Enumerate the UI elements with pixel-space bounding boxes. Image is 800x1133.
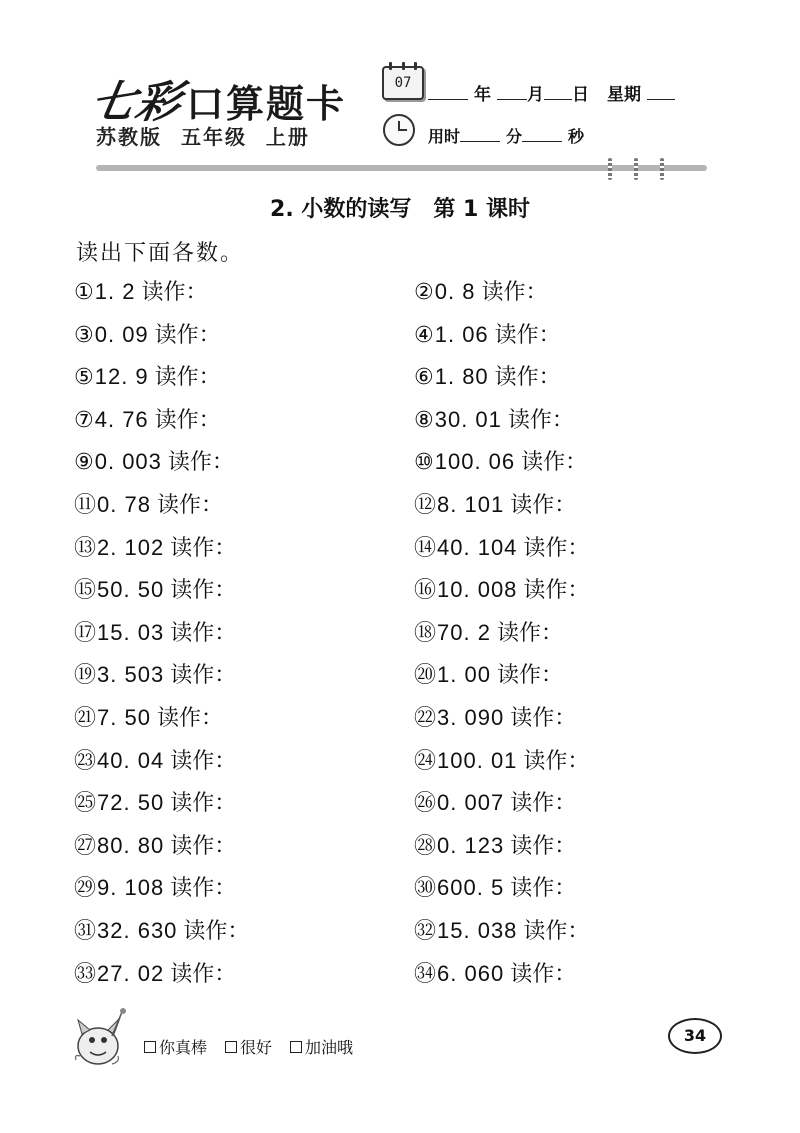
read-as-label: 读作： bbox=[170, 578, 237, 604]
problem-number: ④ bbox=[414, 322, 434, 348]
problem-item bbox=[414, 956, 634, 999]
read-as-label: 读作： bbox=[170, 535, 237, 561]
problem-value: 1. 00 bbox=[437, 662, 491, 688]
problem-item bbox=[74, 743, 414, 786]
problem-item bbox=[74, 956, 414, 999]
problem-value: 12. 9 bbox=[94, 364, 149, 390]
problem-number: ㉖ bbox=[414, 791, 437, 817]
problem-number: ⑲ bbox=[74, 663, 97, 689]
problem-item bbox=[74, 487, 414, 530]
rating-keep-going[interactable] bbox=[290, 1035, 353, 1058]
problem-item bbox=[414, 828, 634, 871]
problem-number: ⑤ bbox=[74, 365, 94, 391]
problem-number: ① bbox=[74, 280, 94, 305]
read-as-label: 读作： bbox=[481, 280, 548, 305]
problem-item bbox=[74, 274, 414, 317]
problem-value: 10. 008 bbox=[437, 577, 518, 603]
read-as-label: 读作： bbox=[507, 407, 574, 433]
read-as-label: 读作： bbox=[170, 663, 237, 689]
rating-label: 很好 bbox=[240, 1038, 273, 1057]
clock-icon bbox=[383, 114, 415, 146]
problem-number: ⑫ bbox=[414, 492, 437, 518]
problem-value: 15. 038 bbox=[437, 917, 518, 943]
problem-number: ㉘ bbox=[414, 833, 437, 859]
problem-number: ② bbox=[414, 280, 434, 305]
problem-number: ㉕ bbox=[74, 791, 97, 817]
problem-number: ㉙ bbox=[74, 876, 97, 902]
year-blank[interactable] bbox=[428, 85, 468, 100]
brand-char-cai: 彩 bbox=[131, 77, 186, 128]
read-as-label: 读作： bbox=[183, 918, 250, 944]
header-divider bbox=[96, 165, 707, 171]
year-label: 年 bbox=[474, 85, 491, 105]
problem-item bbox=[414, 913, 634, 956]
problem-number: ⑬ bbox=[74, 535, 97, 561]
divider-tick bbox=[608, 158, 612, 180]
problem-item bbox=[74, 870, 414, 913]
read-as-label: 读作： bbox=[510, 876, 577, 902]
read-as-label: 读作： bbox=[156, 705, 223, 731]
rating-options bbox=[144, 1035, 353, 1058]
brand-title: 口算题卡 bbox=[186, 82, 347, 126]
problem-number: ⑱ bbox=[414, 620, 437, 646]
problem-number: ㉚ bbox=[414, 876, 437, 902]
problem-value: 0. 09 bbox=[94, 321, 149, 347]
problem-value: 30. 01 bbox=[434, 406, 502, 432]
problem-value: 72. 50 bbox=[97, 790, 165, 816]
problem-grid bbox=[74, 274, 634, 998]
problem-number: ㉗ bbox=[74, 833, 97, 859]
problem-item bbox=[74, 572, 414, 615]
problem-item bbox=[414, 487, 634, 530]
problem-item bbox=[74, 828, 414, 871]
problem-value: 7. 50 bbox=[97, 704, 151, 730]
problem-value: 6. 060 bbox=[437, 960, 505, 986]
brand-logo bbox=[86, 66, 347, 128]
read-as-label: 读作： bbox=[510, 833, 577, 859]
problem-number: ⑳ bbox=[414, 663, 437, 689]
problem-value: 3. 090 bbox=[437, 704, 505, 730]
weekday-blank[interactable] bbox=[647, 85, 675, 100]
checkbox-icon[interactable] bbox=[290, 1041, 302, 1053]
read-as-label: 读作： bbox=[496, 663, 563, 689]
problem-number: ㉛ bbox=[74, 918, 97, 944]
second-label: 秒 bbox=[568, 127, 585, 146]
problem-item bbox=[414, 743, 634, 786]
divider-tick bbox=[634, 158, 638, 180]
problem-number: ⑭ bbox=[414, 535, 437, 561]
problem-item bbox=[74, 615, 414, 658]
read-as-label: 读作： bbox=[170, 791, 237, 817]
read-as-label: 读作： bbox=[141, 280, 208, 305]
problem-value: 0. 003 bbox=[94, 449, 162, 475]
read-as-label: 读作： bbox=[523, 748, 590, 774]
problem-item bbox=[74, 700, 414, 743]
problem-number: ⑧ bbox=[414, 407, 434, 433]
problem-value: 50. 50 bbox=[97, 577, 165, 603]
problem-value: 600. 5 bbox=[437, 875, 505, 901]
minute-blank[interactable] bbox=[460, 127, 500, 142]
problem-value: 0. 007 bbox=[437, 790, 505, 816]
problem-value: 1. 2 bbox=[94, 279, 136, 304]
problem-number: ㉜ bbox=[414, 918, 437, 944]
problem-item bbox=[414, 785, 634, 828]
lesson-title: 2. 小数的读写 第 1 课时 bbox=[270, 197, 530, 222]
problem-value: 1. 80 bbox=[434, 364, 489, 390]
problem-value: 80. 80 bbox=[97, 832, 165, 858]
problem-item bbox=[414, 317, 634, 360]
read-as-label: 读作： bbox=[510, 705, 577, 731]
rating-good[interactable] bbox=[225, 1035, 272, 1058]
month-label: 月 bbox=[527, 85, 544, 105]
problem-number: ③ bbox=[74, 322, 94, 348]
read-as-label: 读作： bbox=[510, 961, 577, 987]
weekday-label: 星期 bbox=[607, 85, 641, 105]
problem-value: 2. 102 bbox=[97, 534, 165, 560]
read-as-label: 读作： bbox=[154, 322, 221, 348]
read-as-label: 读作： bbox=[170, 961, 237, 987]
problem-number: ㉔ bbox=[414, 748, 437, 774]
page-number: 34 bbox=[668, 1018, 722, 1054]
problem-value: 27. 02 bbox=[97, 960, 165, 986]
problem-number: ⑯ bbox=[414, 578, 437, 604]
read-as-label: 读作： bbox=[170, 876, 237, 902]
problem-number: ⑪ bbox=[74, 492, 97, 518]
problem-value: 4. 76 bbox=[94, 406, 149, 432]
day-label: 日 bbox=[572, 85, 589, 105]
instruction: 读出下面各数。 bbox=[76, 241, 245, 266]
problem-number: ㉞ bbox=[414, 961, 437, 987]
problem-item bbox=[414, 274, 634, 317]
problem-number: ⑩ bbox=[414, 450, 434, 476]
rating-label: 你真棒 bbox=[159, 1038, 208, 1057]
problem-item bbox=[414, 700, 634, 743]
problem-value: 0. 78 bbox=[97, 491, 151, 517]
date-line bbox=[428, 80, 675, 105]
rating-label: 加油哦 bbox=[305, 1038, 354, 1057]
calendar-number: 07 bbox=[394, 75, 412, 91]
problem-value: 9. 108 bbox=[97, 875, 165, 901]
problem-value: 8. 101 bbox=[437, 491, 505, 517]
problem-item bbox=[414, 870, 634, 913]
calendar-icon bbox=[382, 66, 424, 100]
problem-number: ⑥ bbox=[414, 365, 434, 391]
problem-value: 0. 123 bbox=[437, 832, 505, 858]
minute-label: 分 bbox=[506, 127, 523, 146]
problem-item bbox=[74, 657, 414, 700]
problem-number: ㉒ bbox=[414, 705, 437, 731]
read-as-label: 读作： bbox=[167, 450, 234, 476]
read-as-label: 读作： bbox=[170, 620, 237, 646]
read-as-label: 读作： bbox=[510, 791, 577, 817]
read-as-label: 读作： bbox=[521, 450, 588, 476]
read-as-label: 读作： bbox=[156, 492, 223, 518]
read-as-label: 读作： bbox=[154, 365, 221, 391]
time-label: 用时 bbox=[428, 127, 461, 146]
rating-great[interactable] bbox=[144, 1035, 207, 1058]
problem-value: 3. 503 bbox=[97, 662, 165, 688]
problem-value: 15. 03 bbox=[97, 619, 165, 645]
problem-number: ⑨ bbox=[74, 450, 94, 476]
problem-number: ⑰ bbox=[74, 620, 97, 646]
problem-item bbox=[414, 444, 634, 487]
read-as-label: 读作： bbox=[170, 833, 237, 859]
second-blank[interactable] bbox=[522, 127, 562, 142]
time-line bbox=[428, 124, 584, 147]
read-as-label: 读作： bbox=[170, 748, 237, 774]
problem-number: ㉓ bbox=[74, 748, 97, 774]
brand-char-qi: 七 bbox=[86, 77, 141, 128]
month-blank[interactable] bbox=[497, 85, 527, 100]
problem-item bbox=[414, 572, 634, 615]
day-blank[interactable] bbox=[544, 85, 572, 100]
mascot-image bbox=[68, 1006, 134, 1070]
read-as-label: 读作： bbox=[523, 918, 590, 944]
problem-item bbox=[414, 402, 634, 445]
problem-item bbox=[74, 444, 414, 487]
read-as-label: 读作： bbox=[523, 535, 590, 561]
problem-item bbox=[414, 657, 634, 700]
problem-item bbox=[74, 913, 414, 956]
problem-value: 100. 06 bbox=[434, 449, 516, 475]
problem-item bbox=[74, 359, 414, 402]
problem-number: ㉝ bbox=[74, 961, 97, 987]
read-as-label: 读作： bbox=[494, 322, 561, 348]
problem-number: ⑦ bbox=[74, 407, 94, 433]
problem-item bbox=[414, 359, 634, 402]
problem-number: ⑮ bbox=[74, 578, 97, 604]
checkbox-icon[interactable] bbox=[225, 1041, 237, 1053]
read-as-label: 读作： bbox=[494, 365, 561, 391]
problem-value: 40. 04 bbox=[97, 747, 165, 773]
read-as-label: 读作： bbox=[496, 620, 563, 646]
problem-item bbox=[74, 530, 414, 573]
problem-value: 32. 630 bbox=[97, 917, 178, 943]
checkbox-icon[interactable] bbox=[144, 1041, 156, 1053]
read-as-label: 读作： bbox=[510, 492, 577, 518]
divider-tick bbox=[660, 158, 664, 180]
problem-value: 1. 06 bbox=[434, 321, 489, 347]
problem-item bbox=[414, 530, 634, 573]
problem-value: 100. 01 bbox=[437, 747, 518, 773]
problem-number: ㉑ bbox=[74, 705, 97, 731]
problem-item bbox=[74, 317, 414, 360]
problem-item bbox=[414, 615, 634, 658]
problem-value: 0. 8 bbox=[434, 279, 476, 304]
problem-item bbox=[74, 402, 414, 445]
read-as-label: 读作： bbox=[523, 578, 590, 604]
read-as-label: 读作： bbox=[154, 407, 221, 433]
edition-label: 苏教版 五年级 上册 bbox=[96, 125, 310, 149]
problem-value: 70. 2 bbox=[437, 619, 491, 645]
problem-item bbox=[74, 785, 414, 828]
problem-value: 40. 104 bbox=[437, 534, 518, 560]
